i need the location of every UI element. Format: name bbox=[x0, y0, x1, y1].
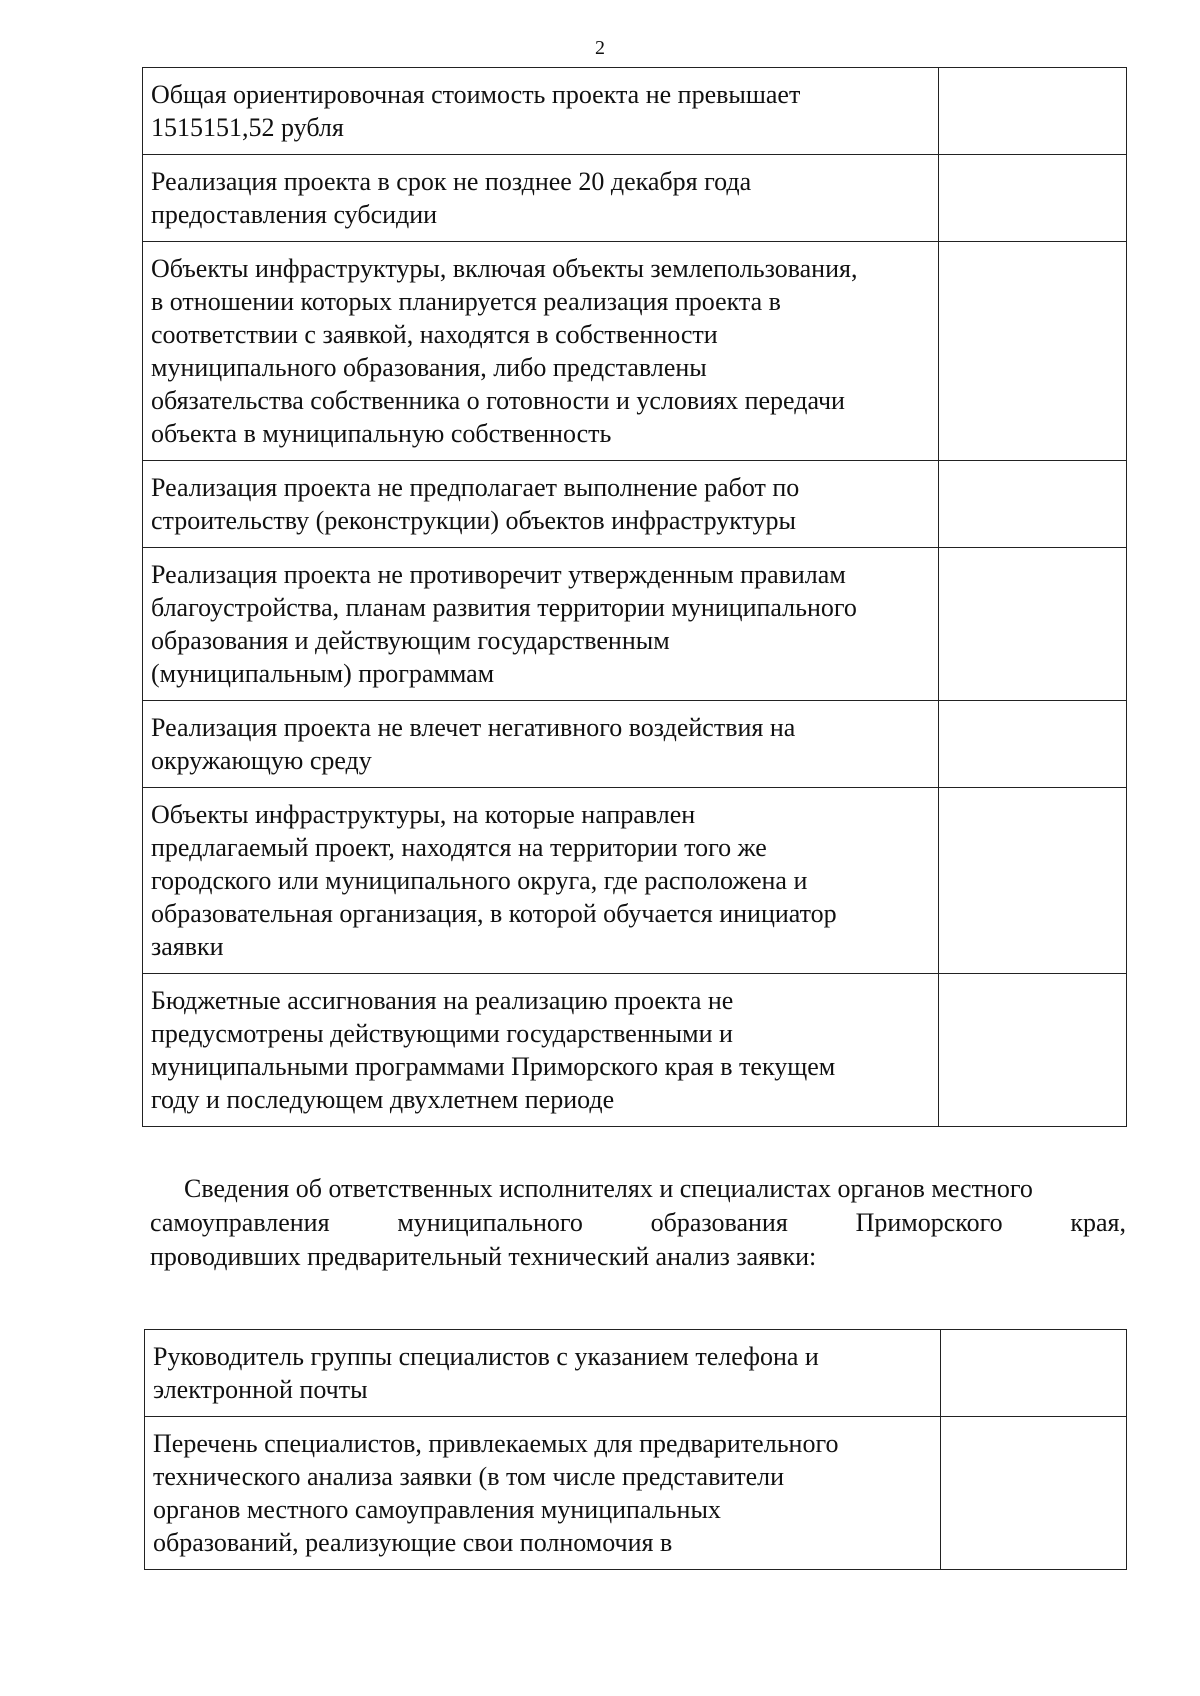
criterion-text-line: Реализация проекта в срок не позднее 20 декабря года bbox=[151, 167, 752, 196]
criterion-text-line: соответствии с заявкой, находятся в собственности bbox=[151, 320, 718, 349]
criterion-text-line: Общая ориентировочная стоимость проекта не превышает bbox=[151, 80, 801, 109]
criterion-text-cell bbox=[143, 974, 939, 1127]
criterion-text-cell bbox=[143, 701, 939, 788]
specialists-table bbox=[144, 1329, 1127, 1570]
criterion-mark-cell[interactable] bbox=[939, 461, 1127, 548]
criteria-row bbox=[143, 788, 1127, 974]
criterion-mark-cell[interactable] bbox=[939, 701, 1127, 788]
criterion-text-line: 1515151,52 рубля bbox=[151, 113, 344, 142]
criterion-text-line: образований, реализующие свои полномочия в bbox=[153, 1528, 673, 1557]
criterion-text-cell bbox=[143, 461, 939, 548]
criterion-text-line: технического анализа заявки (в том числе представители bbox=[153, 1462, 785, 1491]
criteria-row bbox=[143, 155, 1127, 242]
specialists-row bbox=[145, 1330, 1127, 1417]
paragraph-word: Приморского bbox=[855, 1208, 1003, 1237]
specialists-table-body bbox=[145, 1330, 1127, 1570]
criterion-text-line: (муниципальным) программам bbox=[151, 659, 495, 688]
criteria-row bbox=[143, 242, 1127, 461]
paragraph-word: образования bbox=[650, 1208, 788, 1237]
criterion-text-line: органов местного самоуправления муниципальных bbox=[153, 1495, 721, 1524]
criterion-text-line: объекта в муниципальную собственность bbox=[151, 419, 612, 448]
criterion-text-line: Реализация проекта не влечет негативного воздействия на bbox=[151, 713, 796, 742]
criterion-text-line: заявки bbox=[151, 932, 224, 961]
criterion-text-line: электронной почты bbox=[153, 1375, 368, 1404]
criterion-text-cell bbox=[145, 1330, 941, 1417]
criterion-text-line: Руководитель группы специалистов с указанием телефона и bbox=[153, 1342, 819, 1371]
criterion-text-cell bbox=[145, 1417, 941, 1570]
criterion-text-cell bbox=[143, 68, 939, 155]
criterion-text-cell bbox=[143, 242, 939, 461]
criterion-text-line: предоставления субсидии bbox=[151, 200, 438, 229]
paragraph-line-2 bbox=[150, 1206, 1126, 1240]
criterion-text-line: образовательная организация, в которой обучается инициатор bbox=[151, 899, 837, 928]
criteria-table bbox=[142, 67, 1127, 1127]
criterion-text-line: городского или муниципального округа, где расположена и bbox=[151, 866, 808, 895]
criterion-text-line: Бюджетные ассигнования на реализацию проекта не bbox=[151, 986, 734, 1015]
paragraph-word: края, bbox=[1070, 1208, 1126, 1237]
criterion-mark-cell[interactable] bbox=[941, 1330, 1127, 1417]
criterion-text-line: Объекты инфраструктуры, включая объекты землепользования, bbox=[151, 254, 858, 283]
criteria-row bbox=[143, 68, 1127, 155]
criterion-text-cell bbox=[143, 155, 939, 242]
criterion-text-line: Объекты инфраструктуры, на которые направлен bbox=[151, 800, 696, 829]
criterion-text-line: образования и действующим государственным bbox=[151, 626, 670, 655]
paragraph-line-3: проводивших предварительный технический анализ заявки: bbox=[150, 1242, 817, 1271]
paragraph-word: муниципального bbox=[397, 1208, 583, 1237]
criterion-mark-cell[interactable] bbox=[939, 548, 1127, 701]
criterion-text-cell bbox=[143, 788, 939, 974]
specialists-row bbox=[145, 1417, 1127, 1570]
criteria-table-body bbox=[143, 68, 1127, 1127]
criterion-text-line: Реализация проекта не противоречит утвержденным правилам bbox=[151, 560, 846, 589]
paragraph-word: самоуправления bbox=[150, 1208, 330, 1237]
criterion-text-line: предлагаемый проект, находятся на территории того же bbox=[151, 833, 767, 862]
criteria-row bbox=[143, 548, 1127, 701]
criterion-text-line: обязательства собственника о готовности и условиях передачи bbox=[151, 386, 845, 415]
criteria-row bbox=[143, 974, 1127, 1127]
criterion-mark-cell[interactable] bbox=[939, 974, 1127, 1127]
criteria-row bbox=[143, 461, 1127, 548]
criterion-mark-cell[interactable] bbox=[939, 242, 1127, 461]
criterion-mark-cell[interactable] bbox=[939, 68, 1127, 155]
criterion-text-line: окружающую среду bbox=[151, 746, 372, 775]
criteria-row bbox=[143, 701, 1127, 788]
responsible-persons-paragraph bbox=[150, 1172, 1126, 1274]
criterion-text-cell bbox=[143, 548, 939, 701]
criterion-mark-cell[interactable] bbox=[941, 1417, 1127, 1570]
criterion-mark-cell[interactable] bbox=[939, 788, 1127, 974]
criterion-text-line: муниципальными программами Приморского края в текущем bbox=[151, 1052, 836, 1081]
paragraph-line-1: Сведения об ответственных исполнителях и специалистах органов местного bbox=[184, 1174, 1033, 1203]
criterion-text-line: предусмотрены действующими государственными и bbox=[151, 1019, 733, 1048]
criterion-text-line: году и последующем двухлетнем периоде bbox=[151, 1085, 615, 1114]
criterion-text-line: муниципального образования, либо представлены bbox=[151, 353, 707, 382]
criterion-text-line: благоустройства, планам развития территории муниципального bbox=[151, 593, 857, 622]
criterion-text-line: Реализация проекта не предполагает выполнение работ по bbox=[151, 473, 800, 502]
criterion-mark-cell[interactable] bbox=[939, 155, 1127, 242]
criterion-text-line: Перечень специалистов, привлекаемых для предварительного bbox=[153, 1429, 839, 1458]
criterion-text-line: в отношении которых планируется реализация проекта в bbox=[151, 287, 781, 316]
page-number: 2 bbox=[595, 37, 605, 59]
criterion-text-line: строительству (реконструкции) объектов инфраструктуры bbox=[151, 506, 797, 535]
